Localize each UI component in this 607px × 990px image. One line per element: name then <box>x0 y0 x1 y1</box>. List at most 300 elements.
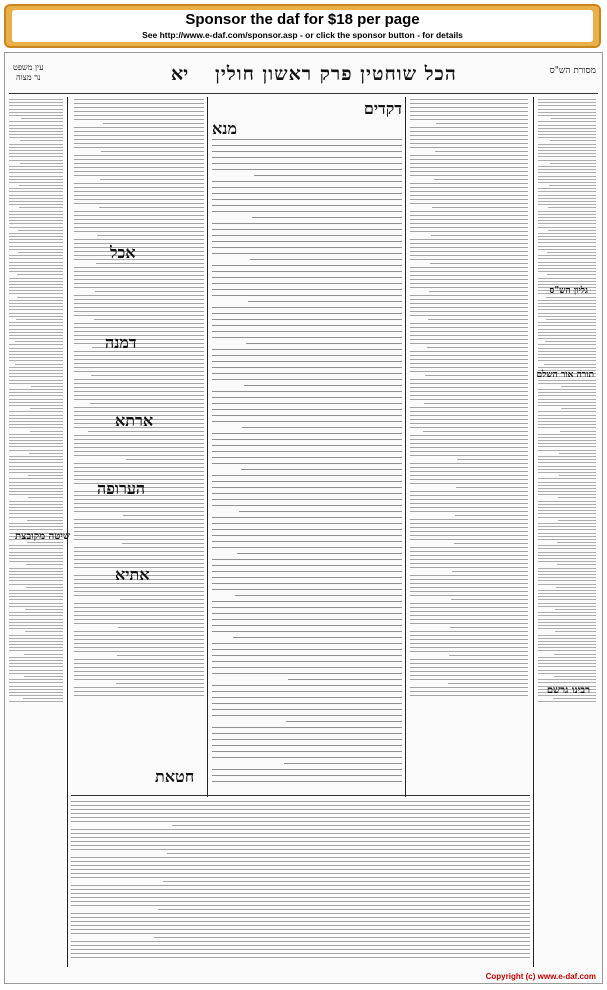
text-line <box>74 223 204 224</box>
text-line <box>74 335 204 336</box>
text-line <box>410 103 528 104</box>
text-line <box>24 676 63 677</box>
text-line <box>9 380 63 381</box>
chapter-title: הכל שוחטין פרק ראשון חולין <box>215 63 457 85</box>
text-line <box>9 679 63 680</box>
text-line <box>538 395 596 396</box>
text-line <box>538 411 596 412</box>
text-line <box>549 185 596 186</box>
text-line <box>538 172 596 173</box>
text-line <box>74 287 204 288</box>
text-line <box>9 258 63 259</box>
text-line <box>410 523 528 524</box>
text-line <box>538 166 596 167</box>
text-line <box>538 306 596 307</box>
text-line <box>74 167 204 168</box>
text-line <box>19 207 63 208</box>
text-line <box>410 111 528 112</box>
text-line <box>9 469 63 470</box>
text-line <box>74 191 204 192</box>
text-line <box>9 169 63 170</box>
text-line <box>212 643 402 644</box>
text-line <box>538 325 596 326</box>
text-line <box>538 647 596 648</box>
text-line <box>538 112 596 113</box>
text-line <box>9 494 63 495</box>
text-line <box>212 769 402 770</box>
text-line <box>74 211 204 212</box>
text-line <box>547 274 596 275</box>
text-line <box>9 265 63 266</box>
text-line <box>74 143 204 144</box>
text-line <box>9 555 63 556</box>
text-line <box>9 466 63 467</box>
text-line <box>410 415 528 416</box>
text-line <box>538 360 596 361</box>
text-line <box>74 447 204 448</box>
text-line <box>284 763 402 764</box>
text-line <box>212 265 402 266</box>
text-line <box>74 563 204 564</box>
text-line <box>538 125 596 126</box>
text-line <box>212 421 402 422</box>
text-line <box>246 343 402 344</box>
text-line <box>74 331 204 332</box>
text-line <box>555 609 596 610</box>
text-line <box>410 551 528 552</box>
text-line <box>126 459 204 460</box>
text-line <box>71 925 530 926</box>
text-line <box>21 118 63 119</box>
text-line <box>9 115 63 116</box>
text-line <box>452 571 528 572</box>
text-line <box>212 475 402 476</box>
text-line <box>538 612 596 613</box>
text-line <box>538 405 596 406</box>
text-line <box>424 403 528 404</box>
ein-mishpat-label: עין משפט נר מצוה <box>13 63 44 82</box>
text-line <box>74 527 204 528</box>
text-line <box>71 901 530 902</box>
text-line <box>9 373 63 374</box>
text-line <box>538 344 596 345</box>
text-line <box>9 450 63 451</box>
text-line <box>212 361 402 362</box>
tosafot-lines <box>74 99 204 696</box>
text-line <box>538 233 596 234</box>
text-line <box>538 478 596 479</box>
text-line <box>74 339 204 340</box>
text-line <box>410 147 528 148</box>
text-line <box>74 363 204 364</box>
text-line <box>212 757 402 758</box>
text-line <box>74 507 204 508</box>
right-margin-column <box>538 99 596 959</box>
rashi-divider <box>405 97 406 797</box>
text-line <box>212 685 402 686</box>
text-line <box>74 395 204 396</box>
text-line <box>538 424 596 425</box>
text-line <box>410 279 528 280</box>
text-line <box>557 564 596 565</box>
text-line <box>9 424 63 425</box>
text-line <box>19 185 63 186</box>
text-line <box>74 631 204 632</box>
text-line <box>28 497 63 498</box>
text-line <box>410 223 528 224</box>
text-line <box>9 300 63 301</box>
text-line <box>410 667 528 668</box>
text-line <box>410 135 528 136</box>
text-line <box>212 439 402 440</box>
text-line <box>71 873 530 874</box>
text-line <box>74 227 204 228</box>
text-line <box>425 375 528 376</box>
text-line <box>9 262 63 263</box>
text-line <box>538 485 596 486</box>
text-line <box>212 751 402 752</box>
text-line <box>9 590 63 591</box>
text-line <box>550 163 596 164</box>
text-line <box>538 99 596 100</box>
text-line <box>9 507 63 508</box>
text-line <box>71 889 530 890</box>
text-line <box>9 144 63 145</box>
text-line <box>410 567 528 568</box>
text-line <box>538 510 596 511</box>
text-line <box>74 175 204 176</box>
text-line <box>212 691 402 692</box>
text-line <box>212 403 402 404</box>
text-line <box>538 262 596 263</box>
text-line <box>410 499 528 500</box>
text-line <box>410 311 528 312</box>
text-line <box>9 134 63 135</box>
text-line <box>538 437 596 438</box>
rashi-lines <box>410 99 528 696</box>
text-line <box>538 313 596 314</box>
text-line <box>74 215 204 216</box>
text-line <box>212 547 402 548</box>
text-line <box>410 115 528 116</box>
talmud-page <box>4 52 603 984</box>
tosafot-keyword-hataat: חטאת <box>155 767 195 786</box>
text-line <box>410 243 528 244</box>
text-line <box>410 695 528 696</box>
text-line <box>74 511 204 512</box>
gemara-keyword-dikdim: דקדים <box>363 99 402 118</box>
text-line <box>25 609 63 610</box>
text-line <box>410 407 528 408</box>
text-line <box>96 263 204 264</box>
text-line <box>71 861 530 862</box>
text-line <box>71 885 530 886</box>
text-line <box>9 354 63 355</box>
text-line <box>212 241 402 242</box>
text-line <box>410 211 528 212</box>
text-line <box>71 905 530 906</box>
text-line <box>538 517 596 518</box>
text-line <box>212 457 402 458</box>
text-line <box>9 686 63 687</box>
text-line <box>410 583 528 584</box>
tosafot-column <box>74 99 204 789</box>
text-line <box>538 577 596 578</box>
text-line <box>212 337 402 338</box>
text-line <box>9 482 63 483</box>
text-line <box>538 156 596 157</box>
text-line <box>410 479 528 480</box>
text-line <box>410 215 528 216</box>
text-line <box>538 539 596 540</box>
gemara-mana-line <box>212 119 402 139</box>
text-line <box>538 494 596 495</box>
text-line <box>410 251 528 252</box>
text-line <box>71 849 530 850</box>
text-line <box>74 371 204 372</box>
text-line <box>9 399 63 400</box>
text-line <box>212 139 402 140</box>
text-line <box>74 695 204 696</box>
text-line <box>538 622 596 623</box>
text-line <box>9 670 63 671</box>
text-line <box>410 443 528 444</box>
text-line <box>410 463 528 464</box>
text-line <box>74 663 204 664</box>
text-line <box>9 160 63 161</box>
text-line <box>410 615 528 616</box>
text-line <box>9 344 63 345</box>
text-line <box>212 223 402 224</box>
text-line <box>74 475 204 476</box>
text-line <box>410 163 528 164</box>
text-line <box>538 446 596 447</box>
text-line <box>74 219 204 220</box>
text-line <box>18 230 63 231</box>
text-line <box>74 651 204 652</box>
text-line <box>427 347 528 348</box>
text-line <box>558 520 596 521</box>
text-line <box>9 411 63 412</box>
text-line <box>9 376 63 377</box>
text-line <box>212 283 402 284</box>
text-line <box>9 580 63 581</box>
text-line <box>410 267 528 268</box>
text-line <box>410 435 528 436</box>
text-line <box>9 191 63 192</box>
text-line <box>9 459 63 460</box>
text-line <box>71 869 530 870</box>
text-line <box>30 408 63 409</box>
text-line <box>9 485 63 486</box>
text-line <box>546 297 596 298</box>
text-line <box>410 607 528 608</box>
text-line <box>71 957 530 958</box>
text-line <box>9 322 63 323</box>
text-line <box>212 445 402 446</box>
text-line <box>410 547 528 548</box>
text-line <box>538 679 596 680</box>
text-line <box>410 559 528 560</box>
text-line <box>538 300 596 301</box>
text-line <box>538 188 596 189</box>
text-line <box>74 243 204 244</box>
text-line <box>538 443 596 444</box>
gilyon-hashas-label: גליון הש"ס <box>549 286 588 296</box>
text-line <box>538 121 596 122</box>
text-line <box>212 607 402 608</box>
text-line <box>74 591 204 592</box>
text-line <box>9 233 63 234</box>
text-line <box>74 435 204 436</box>
text-line <box>74 611 204 612</box>
gemara-column <box>212 99 402 789</box>
text-line <box>538 348 596 349</box>
text-line <box>24 654 63 655</box>
text-line <box>538 242 596 243</box>
text-line <box>242 427 402 428</box>
text-line <box>9 574 63 575</box>
text-line <box>9 491 63 492</box>
text-line <box>120 599 205 600</box>
text-line <box>410 419 528 420</box>
text-line <box>74 687 204 688</box>
text-line <box>71 917 530 918</box>
text-line <box>410 471 528 472</box>
text-line <box>428 319 528 320</box>
text-line <box>90 403 204 404</box>
text-line <box>410 467 528 468</box>
text-line <box>538 584 596 585</box>
text-line <box>410 119 528 120</box>
text-line <box>9 395 63 396</box>
text-line <box>71 857 530 858</box>
text-line <box>71 949 530 950</box>
text-line <box>410 519 528 520</box>
text-line <box>9 271 63 272</box>
text-line <box>9 673 63 674</box>
text-line <box>74 303 204 304</box>
text-line <box>74 183 204 184</box>
text-line <box>9 443 63 444</box>
text-line <box>410 507 528 508</box>
text-line <box>9 201 63 202</box>
text-line <box>74 643 204 644</box>
sponsor-banner[interactable] <box>4 4 601 48</box>
text-line <box>557 542 596 543</box>
text-line <box>9 195 63 196</box>
text-line <box>74 307 204 308</box>
text-line <box>538 482 596 483</box>
text-line <box>538 625 596 626</box>
text-line <box>430 263 528 264</box>
text-line <box>410 183 528 184</box>
text-line <box>9 211 63 212</box>
text-line <box>9 246 63 247</box>
text-line <box>9 571 63 572</box>
text-line <box>212 451 402 452</box>
text-line <box>9 644 63 645</box>
text-line <box>9 316 63 317</box>
text-line <box>555 631 596 632</box>
text-line <box>212 577 402 578</box>
text-line <box>538 657 596 658</box>
text-line <box>71 837 530 838</box>
text-line <box>212 727 402 728</box>
text-line <box>410 675 528 676</box>
text-line <box>74 115 204 116</box>
text-line <box>9 176 63 177</box>
tosafot-divider <box>207 97 208 797</box>
text-line <box>17 274 63 275</box>
text-line <box>410 691 528 692</box>
text-line <box>9 303 63 304</box>
text-line <box>410 99 528 100</box>
text-line <box>9 606 63 607</box>
text-line <box>538 383 596 384</box>
text-line <box>74 231 204 232</box>
text-line <box>74 159 204 160</box>
text-line <box>538 673 596 674</box>
text-line <box>538 402 596 403</box>
text-line <box>9 548 63 549</box>
text-line <box>538 641 596 642</box>
text-line <box>538 574 596 575</box>
text-line <box>547 252 596 253</box>
text-line <box>9 701 63 702</box>
text-line <box>9 622 63 623</box>
text-line <box>9 635 63 636</box>
text-line <box>74 535 204 536</box>
text-line <box>212 253 402 254</box>
text-line <box>410 363 528 364</box>
text-line <box>100 179 204 180</box>
text-line <box>410 255 528 256</box>
text-line <box>410 299 528 300</box>
text-line <box>254 175 402 176</box>
text-line <box>212 481 402 482</box>
text-line <box>410 131 528 132</box>
text-line <box>538 195 596 196</box>
text-line <box>9 517 63 518</box>
text-line <box>538 434 596 435</box>
text-line <box>74 671 204 672</box>
text-line <box>538 265 596 266</box>
text-line <box>410 175 528 176</box>
text-line <box>74 639 204 640</box>
text-line <box>154 937 530 938</box>
text-line <box>74 271 204 272</box>
text-line <box>74 99 204 100</box>
text-line <box>74 131 204 132</box>
text-line <box>538 322 596 323</box>
text-line <box>538 663 596 664</box>
header-rule <box>9 93 598 94</box>
text-line <box>18 252 63 253</box>
text-line <box>212 319 402 320</box>
left-margin-column <box>9 99 63 959</box>
text-line <box>9 313 63 314</box>
text-line <box>550 140 596 141</box>
text-line <box>212 415 402 416</box>
text-line <box>9 188 63 189</box>
text-line <box>410 503 528 504</box>
text-line <box>410 587 528 588</box>
text-line <box>117 655 204 656</box>
text-line <box>410 187 528 188</box>
text-line <box>71 813 530 814</box>
text-line <box>116 683 204 684</box>
